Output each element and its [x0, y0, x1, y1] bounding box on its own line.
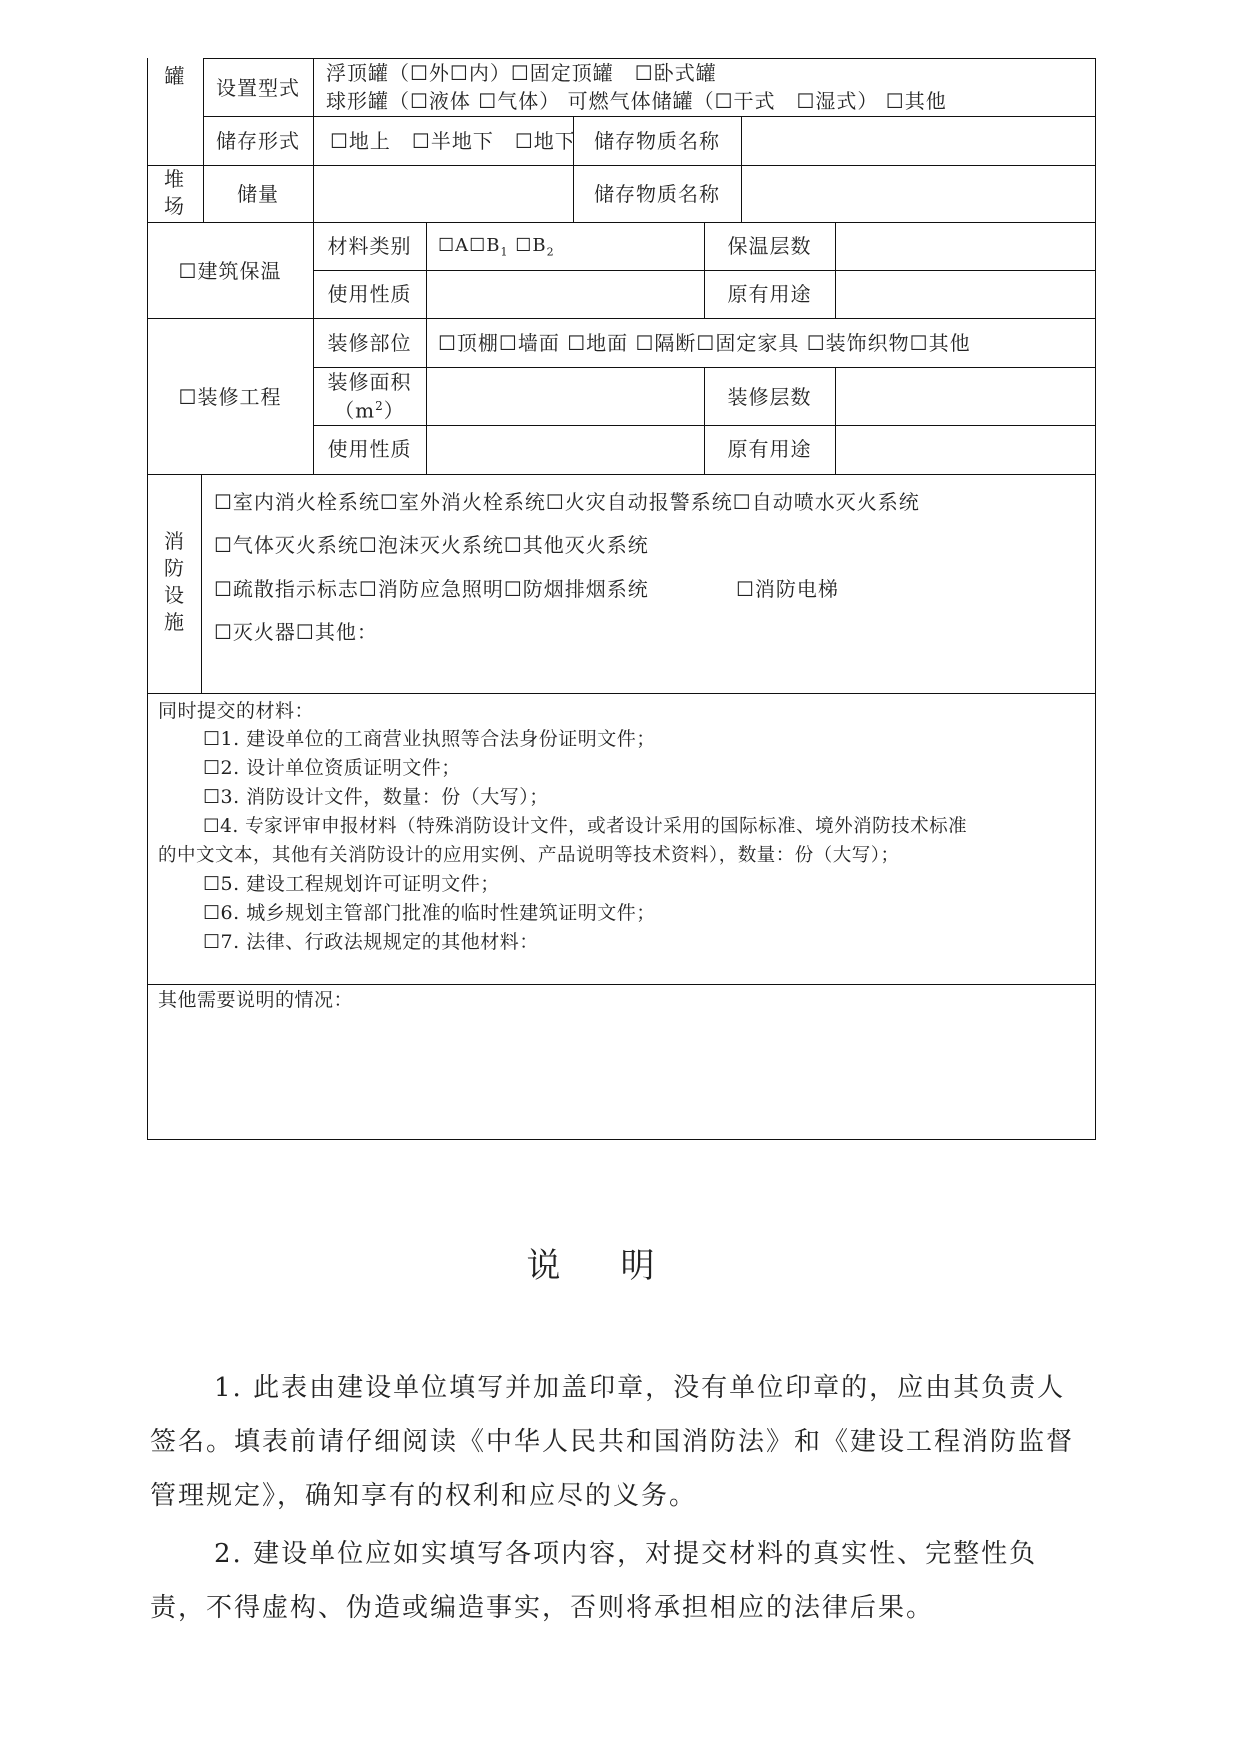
yard-quantity-label: 储量	[237, 182, 279, 206]
tank-material-name-input[interactable]	[742, 117, 1094, 164]
setup-type-options-line2[interactable]: 球形罐（☐液体 ☐气体） 可燃气体储罐（☐干式 ☐湿式） ☐其他	[326, 89, 947, 113]
materials-item-4-continued: 的中文文本，其他有关消防设计的应用实例、产品说明等技术资料），数量：份（大写）；	[158, 845, 900, 866]
yard-material-name-label: 储存物质名称	[594, 182, 720, 206]
insulation-original-use-input[interactable]	[836, 271, 1094, 317]
material-type-options[interactable]: $☐A☐B_1$ $☐B_2$	[438, 235, 555, 259]
storage-form-label: 储存形式	[216, 129, 300, 153]
yard-material-name-input[interactable]	[742, 166, 1094, 221]
fire-facilities-line4[interactable]: ☐灭火器☐其他：	[214, 620, 378, 644]
insulation-use-nature-label: 使用性质	[327, 282, 412, 306]
setup-type-label: 设置型式	[216, 76, 300, 100]
tank-material-name-label: 储存物质名称	[594, 129, 720, 153]
materials-item-7[interactable]: ☐7. 法律、行政法规规定的其他材料：	[203, 931, 539, 953]
materials-item-3[interactable]: ☐3. 消防设计文件，数量：份（大写）；	[203, 786, 549, 808]
materials-item-1[interactable]: ☐1. 建设单位的工商营业执照等合法身份证明文件；	[203, 728, 656, 750]
insulation-checkbox[interactable]: ☐建筑保温	[178, 259, 282, 283]
decoration-checkbox[interactable]: ☐装修工程	[178, 385, 282, 409]
materials-item-2[interactable]: ☐2. 设计单位资质证明文件；	[203, 757, 461, 779]
decoration-area-input[interactable]	[427, 368, 703, 424]
decoration-original-use-input[interactable]	[836, 426, 1094, 473]
decoration-use-nature-input[interactable]	[427, 426, 703, 473]
materials-heading: 同时提交的材料：	[158, 700, 315, 722]
material-type-label: 材料类别	[327, 234, 412, 258]
materials-item-6[interactable]: ☐6. 城乡规划主管部门批准的临时性建筑证明文件；	[203, 902, 656, 924]
decoration-parts-label: 装修部位	[327, 331, 412, 355]
materials-item-4[interactable]: ☐4. 专家评审申报材料（特殊消防设计文件，或者设计采用的国际标准、境外消防技术标准	[203, 816, 968, 837]
decoration-area-label: 装修面积 $(m^2)$	[327, 370, 412, 423]
yard-side-label: 堆场	[164, 167, 184, 218]
setup-type-options-line1[interactable]: 浮顶罐（☐外☐内）☐固定顶罐 ☐卧式罐	[326, 61, 717, 85]
decoration-original-use-label: 原有用途	[727, 437, 812, 461]
decoration-parts-options[interactable]: ☐顶棚☐墙面 ☐地面 ☐隔断☐固定家具 ☐装饰织物☐其他	[438, 331, 971, 355]
insulation-layers-label: 保温层数	[727, 234, 812, 258]
fire-facilities-line1[interactable]: ☐室内消火栓系统☐室外消火栓系统☐火灾自动报警系统☐自动喷水灭火系统	[214, 490, 920, 514]
tank-side-label: 罐	[164, 64, 186, 88]
insulation-original-use-label: 原有用途	[727, 282, 812, 306]
storage-form-options[interactable]: ☐地上 ☐半地下 ☐地下	[330, 129, 576, 153]
yard-quantity-input[interactable]	[314, 166, 572, 221]
instructions-title: 说明	[526, 1246, 715, 1286]
instructions-paragraph-1: 1. 此表由建设单位填写并加盖印章，没有单位印章的，应由其负责人签名。填表前请仔细阅读《中华人民共和国消防法》和《建设工程消防监督管理规定》，确知享有的权利和应尽的义务。	[150, 1373, 1075, 1511]
fire-elevator-checkbox[interactable]: ☐消防电梯	[736, 577, 839, 601]
insulation-use-nature-input[interactable]	[427, 271, 703, 317]
materials-item-5[interactable]: ☐5. 建设工程规划许可证明文件；	[203, 873, 500, 895]
other-notes-label: 其他需要说明的情况：	[158, 989, 354, 1011]
instructions-paragraph-2: 2. 建设单位应如实填写各项内容，对提交材料的真实性、完整性负责，不得虚构、伪造或编造事实，否则将承担相应的法律后果。	[150, 1539, 1038, 1623]
insulation-layers-input[interactable]	[836, 223, 1094, 269]
decoration-floors-input[interactable]	[836, 368, 1094, 424]
fire-facilities-side-label: 消防设施	[164, 529, 184, 634]
fire-facilities-line3[interactable]: ☐疏散指示标志☐消防应急照明☐防烟排烟系统	[214, 577, 649, 601]
fire-facilities-line2[interactable]: ☐气体灭火系统☐泡沫灭火系统☐其他灭火系统	[214, 533, 649, 557]
decoration-floors-label: 装修层数	[727, 385, 812, 409]
decoration-use-nature-label: 使用性质	[327, 437, 412, 461]
other-notes-input[interactable]	[149, 1016, 1093, 1136]
